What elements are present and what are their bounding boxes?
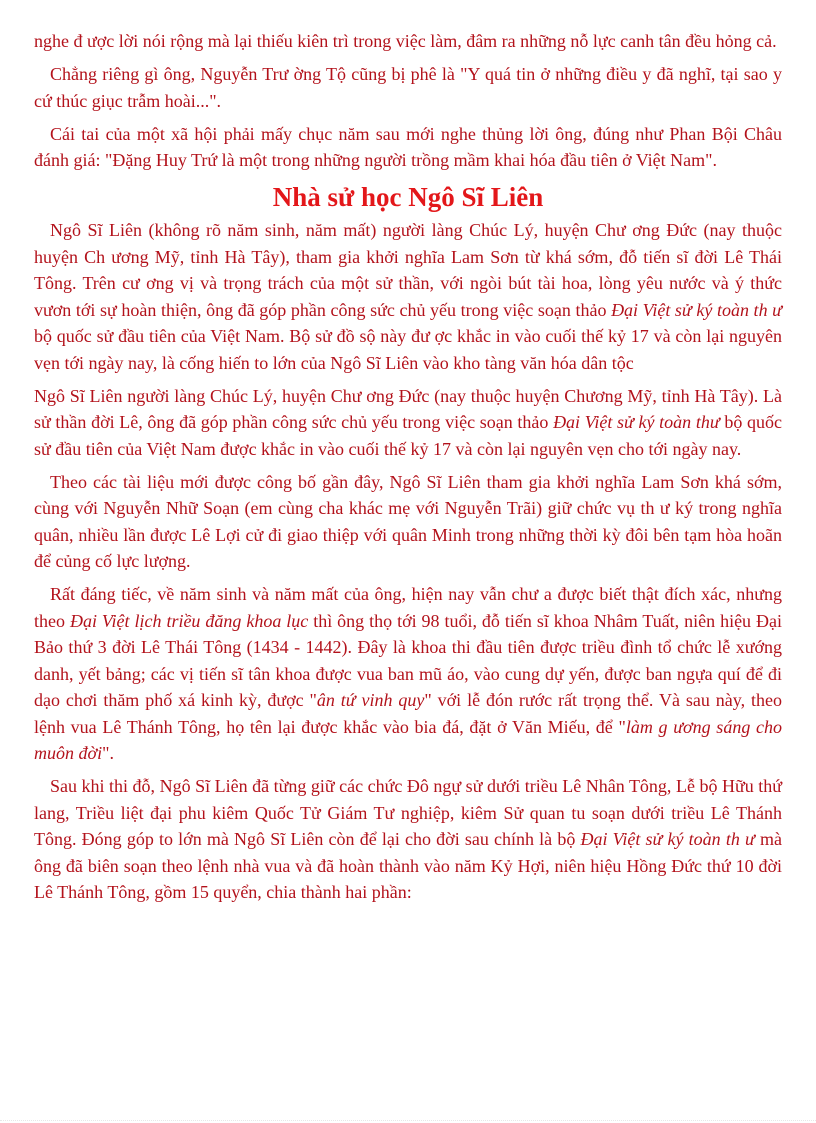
text-run: thì ông thọ tới 98 tuổi, đỗ tiến sĩ khoa Nhâm Tuất, niên hiệu Đại Bảo thứ 3 đời Lê Thái Tông (1434 - 1442). Đây là khoa thi đầu tiên được triều đình tổ chức lễ xướng danh, yết bảng; các vị tiến sĩ tân khoa được vua ban mũ áo, vào cung dự yến, được ban ngựa quí để đi dạo chơi thăm phố xá kinh kỳ, được " (34, 610, 782, 710)
paragraph (34, 383, 782, 463)
page-bottom-rule (0, 1120, 816, 1121)
text-run: Sau khi thi đỗ, Ngô Sĩ Liên đã từng giữ các chức Đô ngự sử dưới triều Lê Nhân Tông, Lễ bộ Hữu thứ lang, Triều liệt đại phu kiêm Quốc Tử Giám Tư nghiệp, kiêm Sử quan tu soạn dưới triều Lê Thánh Tông. Đóng góp to lớn mà Ngô Sĩ Liên còn để lại cho đời sau chính là bộ (34, 776, 782, 849)
paragraph: Chẳng riêng gì ông, Nguyễn Trư ờng Tộ cũng bị phê là "Y quá tin ở những điều y đã nghĩ, tại sao y cứ thúc giục trẫm hoài...". (34, 64, 782, 111)
paragraph (34, 581, 782, 767)
paragraph-continued: nghe đ ược lời nói rộng mà lại thiếu kiên trì trong việc làm, đâm ra những nỗ lực canh tân đều hỏng cả. (34, 31, 777, 51)
paragraph (34, 773, 782, 906)
quoted-phrase: ân tứ vinh quy (316, 690, 425, 710)
book-title: Đại Việt sử ký toàn thư (553, 412, 720, 432)
book-title: Đại Việt sử ký toàn th ư (611, 299, 782, 320)
paragraph: Theo các tài liệu mới được công bố gần đây, Ngô Sĩ Liên tham gia khởi nghĩa Lam Sơn khá sớm, cùng với Nguyễn Nhữ Soạn (em cùng cha khác mẹ với Nguyễn Trãi) giữ chức vụ th ư ký trong nghĩa quân, nhiều lần được Lê Lợi cử đi giao thiệp với quân Minh trong những thời kỳ đôi bên tạm hòa hoãn để củng cố lực lượng. (34, 471, 782, 571)
text-run: bộ quốc sử đầu tiên của Việt Nam. Bộ sử đồ sộ này đư ợc khắc in vào cuối thế kỷ 17 và còn lại nguyên vẹn tới ngày nay, là cống hiến to lớn của Ngô Sĩ Liên vào kho tàng văn hóa dân tộc (34, 326, 782, 373)
text-run: Ngô Sĩ Liên người làng Chúc Lý, huyện Chư ơng Đức (nay thuộc huyện Chương Mỹ, tỉnh Hà Tây). Là sử thần đời Lê, ông đã góp phần công sức chủ yếu trong việc soạn thảo (34, 385, 782, 432)
text-run: bộ quốc sử đầu tiên của Việt Nam được khắc in vào cuối thế kỷ 17 và còn lại nguyên vẹn cho tới ngày nay. (34, 412, 782, 459)
text-run: " với lễ đón rước rất trọng thể. Và sau này, theo lệnh vua Lê Thánh Tông, họ tên lại được khắc vào bia đá, đặt ở Văn Miếu, để " (34, 690, 782, 737)
text-run: Ngô Sĩ Liên (không rõ năm sinh, năm mất) người làng Chúc Lý, huyện Chư ơng Đức (nay thuộc huyện Ch ương Mỹ, tỉnh Hà Tây), tham gia khởi nghĩa Lam Sơn từ khá sớm, đỗ tiến sĩ đời Lê Thái Tông. Trên cư ơng vị và trọng trách của một sử thần, với ngòi bút tài hoa, lòng yêu nước và ý thức vươn tới sự hoàn thiện, ông đã góp phần công sức chủ yếu trong việc soạn thảo (34, 220, 782, 320)
paragraph: Cái tai của một xã hội phải mấy chục năm sau mới nghe thủng lời ông, đúng như Phan Bội Châu đánh giá: "Đặng Huy Trứ là một trong những người trồng mầm khai hóa đầu tiên ở Việt Nam". (34, 123, 782, 170)
section-heading: Nhà sử học Ngô Sĩ Liên (272, 182, 544, 212)
text-run: mà ông đã biên soạn theo lệnh nhà vua và đã hoàn thành vào năm Kỷ Hợi, niên hiệu Hồng Đức thứ 10 đời Lê Thánh Tông, gồm 15 quyển, chia thành hai phần: (34, 829, 782, 902)
text-run: Rất đáng tiếc, về năm sinh và năm mất của ông, hiện nay vẫn chư a được biết thật đích xác, nhưng theo (34, 584, 782, 631)
paragraph (34, 217, 782, 376)
quoted-phrase: làm g ương sáng cho muôn đời (34, 716, 782, 763)
book-title: Đại Việt lịch triều đăng khoa lục (69, 610, 309, 631)
text-run: ". (102, 743, 114, 763)
document-page (34, 28, 782, 912)
book-title: Đại Việt sử ký toàn th ư (580, 829, 755, 849)
